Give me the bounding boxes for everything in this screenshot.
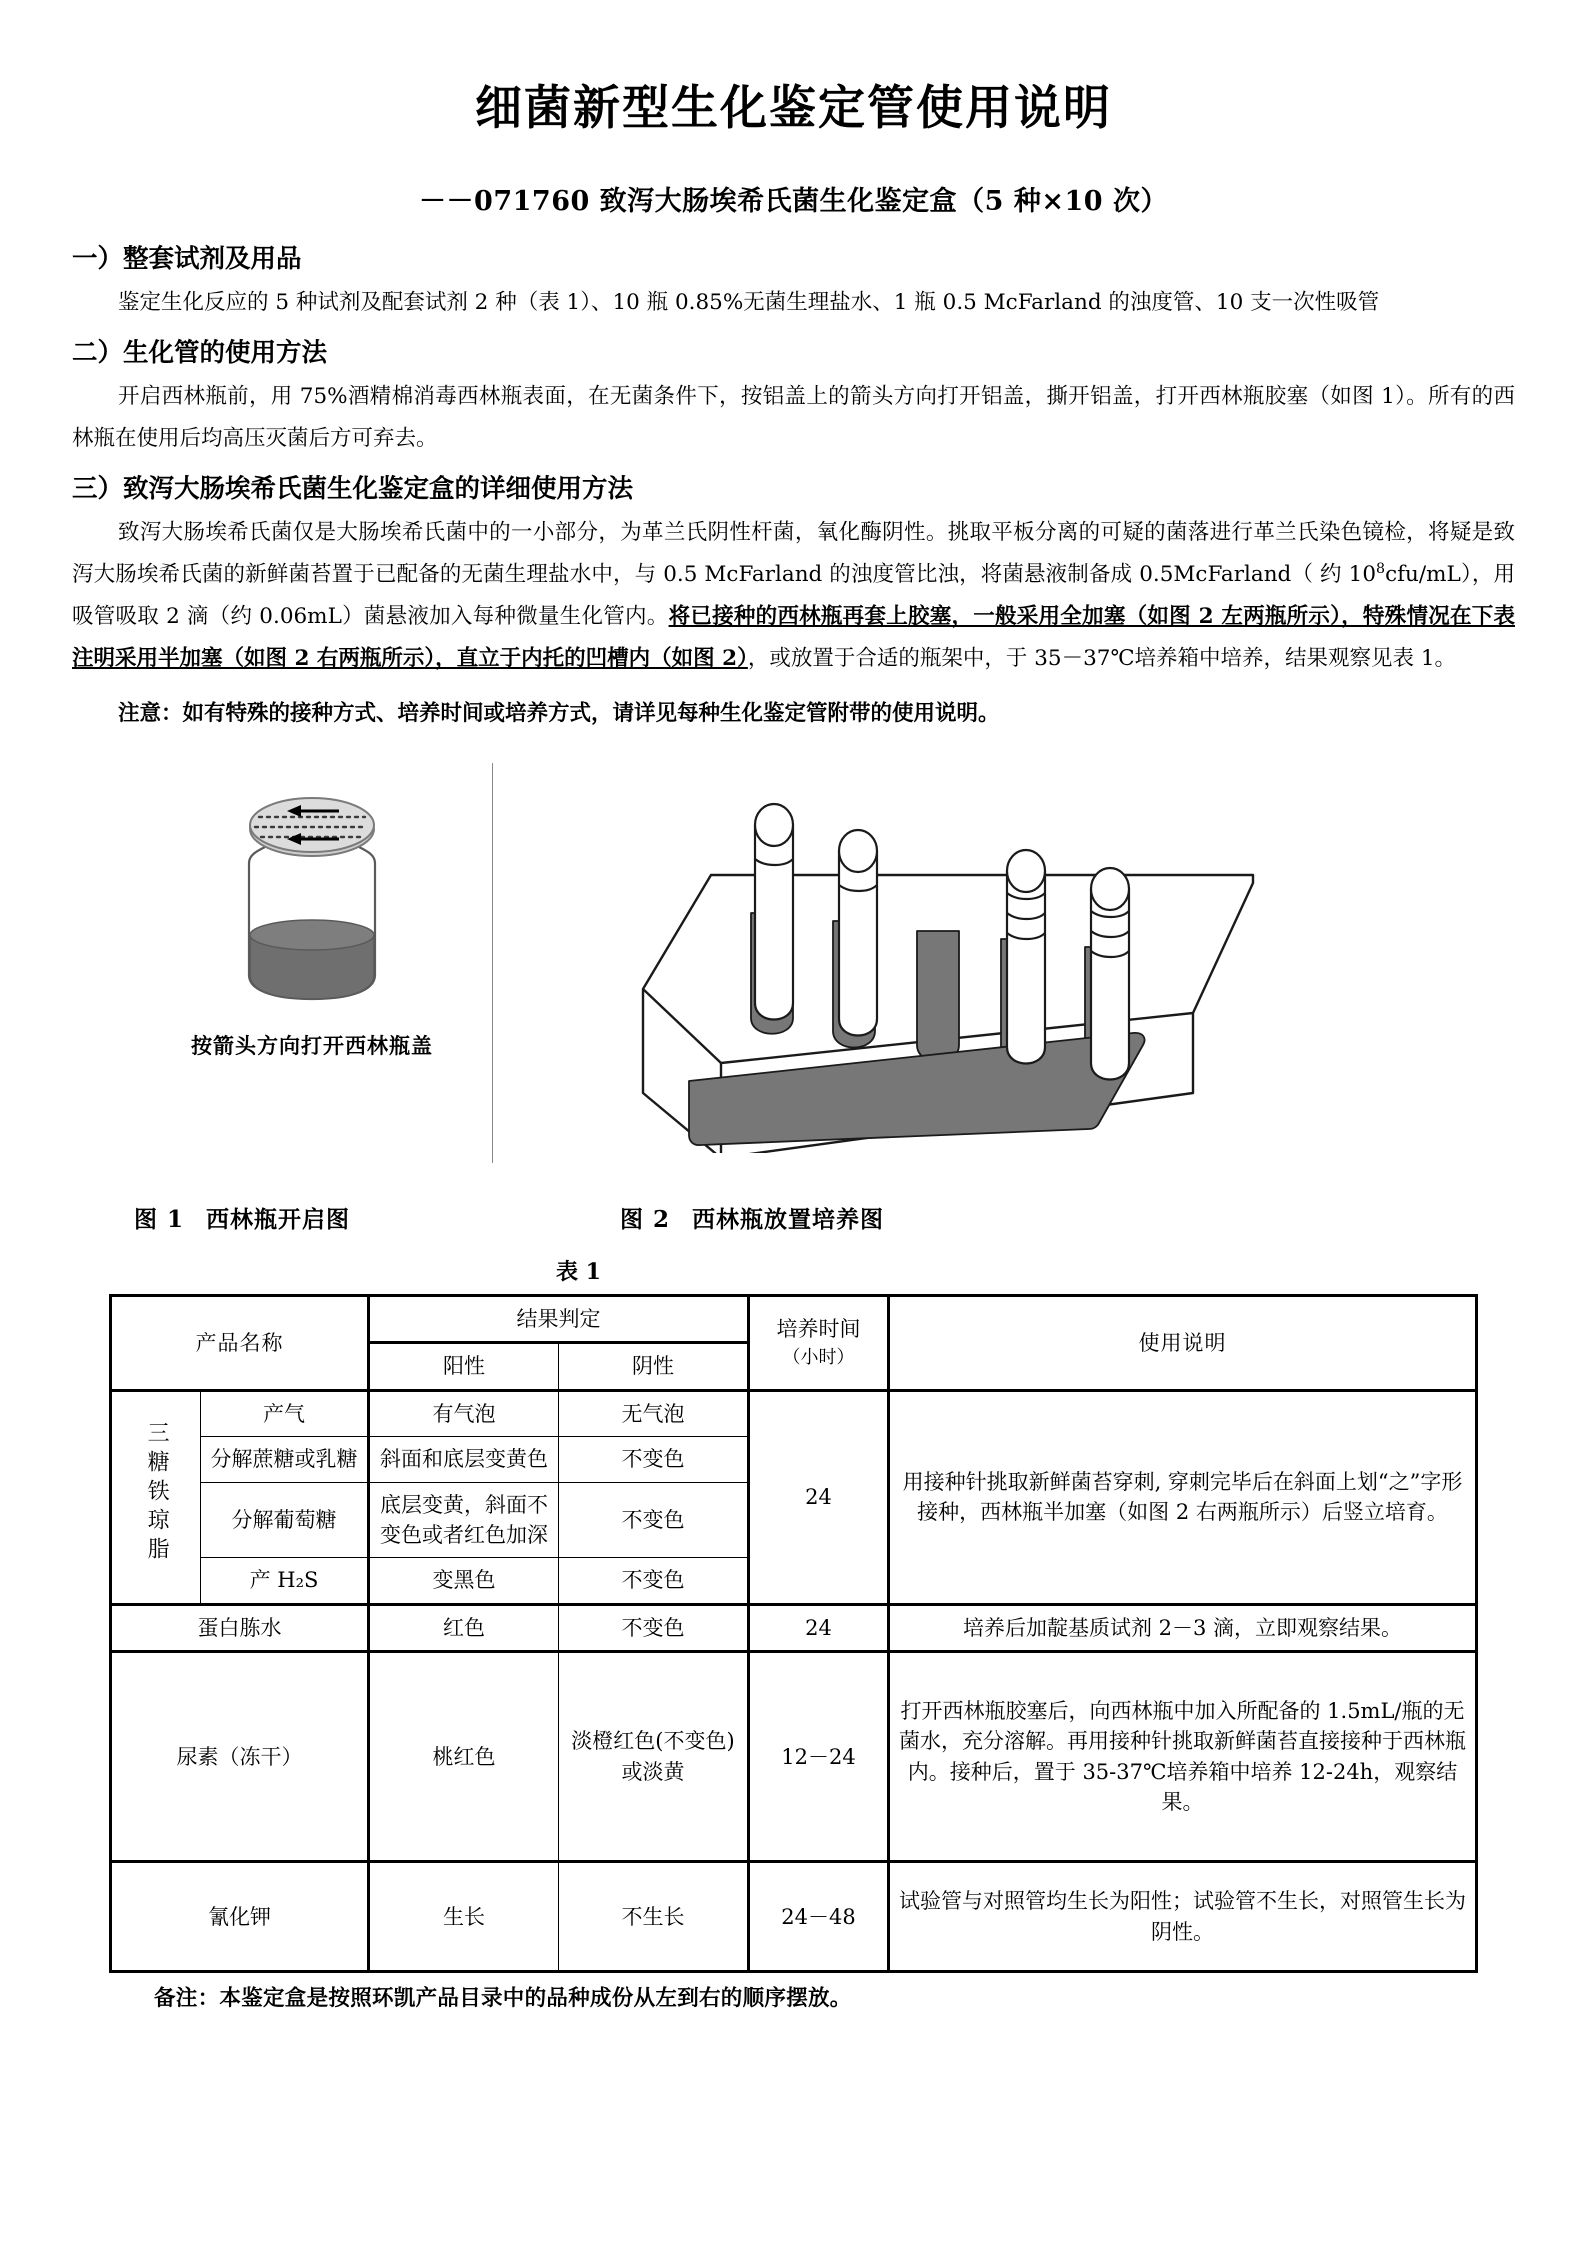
cell-item-name: 分解葡萄糖 <box>201 1482 369 1558</box>
cell-product-name: 蛋白胨水 <box>111 1604 369 1651</box>
table-row <box>111 1604 1477 1651</box>
para3-part1: 致泻大肠埃希氏菌仅是大肠埃希氏菌中的一小部分，为革兰氏阴性杆菌，氧化酶阴性。挑取平板分离的可疑的菌落进行革兰氏染色镜检，将疑是致泻大肠埃希氏菌的新鲜菌苔置于已配备的无菌生理盐水中，与 0.5 McFarland 的浊度管比浊，将菌悬液制备成 0.5McFarland（ 约 10 <box>72 520 1515 588</box>
cell-positive: 有气泡 <box>369 1390 559 1436</box>
header-negative: 阴性 <box>559 1343 749 1390</box>
figure-2-caption <box>620 1201 884 1234</box>
cell-item-name: 产 H₂S <box>201 1558 369 1604</box>
cell-negative: 不变色 <box>559 1437 749 1482</box>
section-paragraph-3 <box>72 512 1515 680</box>
cell-negative: 不变色 <box>559 1482 749 1558</box>
cell-positive: 生长 <box>369 1862 559 1972</box>
cell-positive: 桃红色 <box>369 1652 559 1862</box>
cell-instructions: 试验管与对照管均生长为阳性；试验管不生长，对照管生长为阴性。 <box>889 1862 1477 1972</box>
cell-instructions: 培养后加靛基质试剂 2－3 滴，立即观察结果。 <box>889 1604 1477 1651</box>
figure-1-label: 图 1 <box>134 1205 185 1233</box>
figures-area <box>72 763 1515 1193</box>
table-row <box>111 1652 1477 1862</box>
cell-item-name: 分解蔗糖或乳糖 <box>201 1437 369 1482</box>
section-paragraph-1: 鉴定生化反应的 5 种试剂及配套试剂 2 种（表 1）、10 瓶 0.85%无菌生理盐水、1 瓶 0.5 McFarland 的浊度管、10 支一次性吸管 <box>118 290 1380 315</box>
figure-1 <box>147 785 477 1060</box>
cell-negative: 不变色 <box>559 1604 749 1651</box>
section-heading-2: 二）生化管的使用方法 <box>72 337 328 368</box>
vial-open-illustration <box>187 785 437 1020</box>
figure-2 <box>492 763 1392 1163</box>
page-title: 细菌新型生化鉴定管使用说明 <box>475 81 1112 136</box>
header-time <box>749 1295 889 1390</box>
header-instructions: 使用说明 <box>889 1295 1477 1390</box>
table-row <box>111 1862 1477 1972</box>
header-positive: 阳性 <box>369 1343 559 1390</box>
row-group-name-tsi <box>111 1390 201 1604</box>
table-header-row-1 <box>111 1295 1477 1342</box>
cell-time: 12－24 <box>749 1652 889 1862</box>
figure-1-caption-text: 西林瓶开启图 <box>206 1205 351 1233</box>
cell-negative: 无气泡 <box>559 1390 749 1436</box>
cell-negative: 不生长 <box>559 1862 749 1972</box>
figure-2-caption-text: 西林瓶放置培养图 <box>692 1205 885 1233</box>
cell-product-name: 尿素（冻干） <box>111 1652 369 1862</box>
cell-instructions: 打开西林瓶胶塞后，向西林瓶中加入所配备的 1.5mL/瓶的无菌水，充分溶解。再用接种针挑取新鲜菌苔直接接种于西林瓶内。接种后，置于 35-37℃培养箱中培养 12-24h，观察结果。 <box>889 1652 1477 1862</box>
para3-part2: cfu/mL），用吸管吸取 2 滴（约 0.06mL）菌悬液加入每种微量生化管内。 <box>72 562 1515 630</box>
cell-positive: 底层变黄，斜面不变色或者红色加深 <box>369 1482 559 1558</box>
cell-positive: 红色 <box>369 1604 559 1651</box>
para3-exponent: 8 <box>1376 561 1386 578</box>
header-time-text: 培养时间 <box>776 1317 861 1342</box>
figure-captions <box>72 1201 1515 1249</box>
cell-negative: 淡橙红色(不变色)或淡黄 <box>559 1652 749 1862</box>
cell-negative: 不变色 <box>559 1558 749 1604</box>
table-label: 表 1 <box>556 1258 601 1285</box>
table-row <box>111 1390 1477 1436</box>
vial-rack-illustration <box>493 763 1353 1153</box>
cell-product-name: 氰化钾 <box>111 1862 369 1972</box>
para3-part3: ，或放置于合适的瓶架中，于 35－37℃培养箱中培养，结果观察见表 1。 <box>747 646 1457 672</box>
section-heading-3: 三）致泻大肠埃希氏菌生化鉴定盒的详细使用方法 <box>72 474 634 505</box>
figure-1-caption <box>134 1201 350 1234</box>
cell-positive: 变黑色 <box>369 1558 559 1604</box>
cell-time: 24 <box>749 1604 889 1651</box>
para3-underlined: 将已接种的西林瓶再套上胶塞，一般采用全加塞（如图 2 左两瓶所示），特殊情况在下表注明采用半加塞（如图 2 右两瓶所示），直立于内托的凹槽内（如图 2） <box>72 604 1515 672</box>
section-note: 注意：如有特殊的接种方式、培养时间或培养方式，请详见每种生化鉴定管附带的使用说明。 <box>118 700 1000 726</box>
section-paragraph-2: 开启西林瓶前，用 75%酒精棉消毒西林瓶表面，在无菌条件下，按铝盖上的箭头方向打开铝盖，撕开铝盖，打开西林瓶胶塞（如图 1）。所有的西林瓶在使用后均高压灭菌后方可弃去。 <box>72 384 1515 452</box>
header-result: 结果判定 <box>369 1295 749 1342</box>
figure-1-inner-caption: 按箭头方向打开西林瓶盖 <box>191 1032 433 1058</box>
cell-time: 24 <box>749 1390 889 1604</box>
cell-positive: 斜面和底层变黄色 <box>369 1437 559 1482</box>
cell-time: 24－48 <box>749 1862 889 1972</box>
cell-instructions: 用接种针挑取新鲜菌苔穿刺, 穿刺完毕后在斜面上划“之”字形接种，西林瓶半加塞（如图 2 右两瓶所示）后竖立培育。 <box>889 1390 1477 1604</box>
row-group-name-tsi-text: 三糖铁琼脂 <box>144 1420 170 1566</box>
page-subtitle: －－071760 致泻大肠埃希氏菌生化鉴定盒（5 种×10 次） <box>419 185 1168 217</box>
results-table <box>109 1294 1478 1974</box>
header-product-name: 产品名称 <box>111 1295 369 1390</box>
section-heading-1: 一）整套试剂及用品 <box>72 243 302 274</box>
header-time-unit: （小时） <box>782 1346 855 1368</box>
cell-item-name: 产气 <box>201 1390 369 1436</box>
figure-2-label: 图 2 <box>620 1205 671 1233</box>
table-remark: 备注：本鉴定盒是按照环凯产品目录中的品种成份从左到右的顺序摆放。 <box>154 1986 852 2012</box>
